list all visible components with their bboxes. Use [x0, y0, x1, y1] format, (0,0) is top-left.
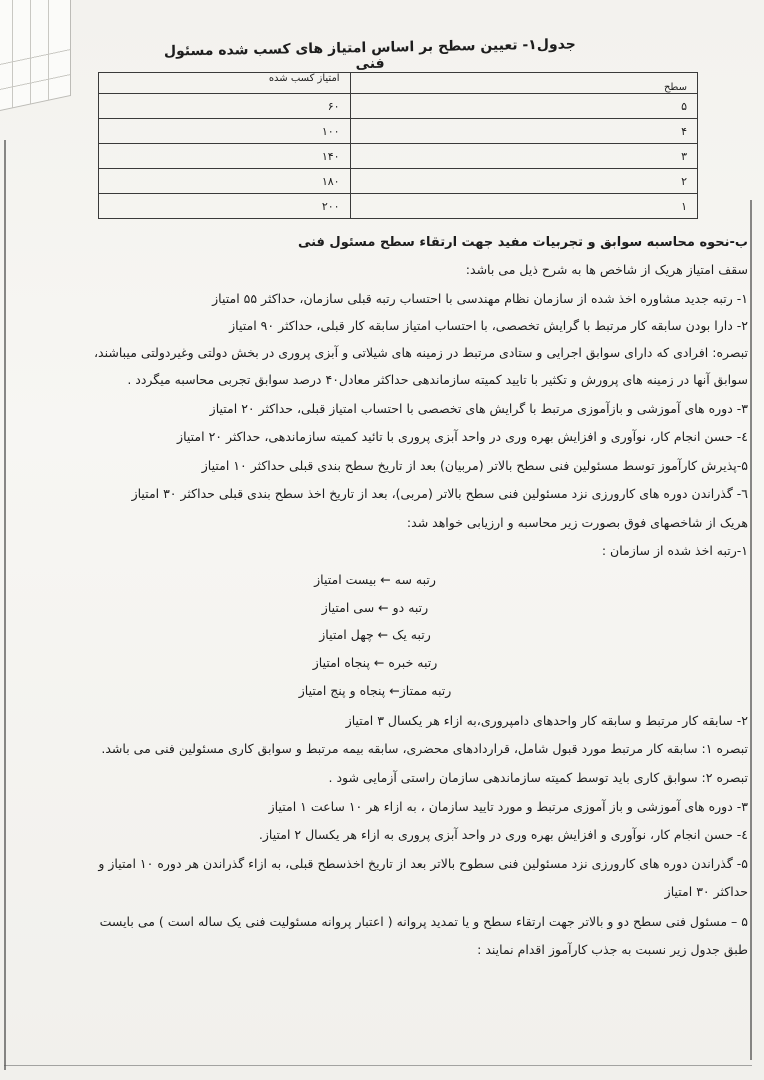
paragraph-line: طبق جدول زیر نسبت به جذب کارآموز اقدام نمایند : — [477, 942, 748, 957]
rank-line: رتبه ممتاز← پنجاه و پنج امتیاز — [298, 683, 452, 698]
table-cell-level: ۴ — [350, 119, 697, 144]
paragraph-line: سوابق آنها در زمینه های پرورش و تکثیر با تایید کمیته سازماندهی حداکثر معادل۴۰ درصد سوابق تجربی محاسبه میگردد . — [127, 372, 748, 387]
paragraph-line: ۵ – مسئول فنی سطح دو و بالاتر جهت ارتقاء سطح و یا تمدید پروانه ( اعتبار پروانه مسئولیت فنی یک ساله است ) می بایست — [99, 914, 748, 929]
rank-line: رتبه یک ← چهل امتیاز — [319, 627, 431, 642]
underlying-sheet-corner — [0, 0, 71, 111]
paragraph-line: ۲- دارا بودن سابقه کار مرتبط با گرایش تخصصی، با احتساب امتیاز سابقه کار قبلی، حداکثر ۹۰ امتیاز — [229, 318, 748, 333]
table-cell-level: ۳ — [350, 144, 697, 169]
paragraph-line: ۵- گذراندن دوره های کارورزی نزد مسئولین فنی سطوح بالاتر بعد از تاریخ اخذسطح قبلی، به ازاء گذراندن هر دوره ۱۰ امتیاز و — [98, 856, 748, 871]
table-cell-level: ۲ — [350, 169, 697, 194]
section-heading: ب-نحوه محاسبه سوابق و تجربیات مفید جهت ارتقاء سطح مسئول فنی — [297, 235, 748, 250]
table-header-points: امتیاز کسب شده — [99, 73, 351, 94]
table-cell-level: ۵ — [350, 94, 697, 119]
rank-line: رتبه سه ← بیست امتیاز — [314, 572, 436, 587]
paragraph-line: ٦- گذراندن دوره های کارورزی نزد مسئولین فنی سطح بالاتر (مربی)، بعد از تاریخ اخذ سطح بندی قبلی حداکثر ۳۰ امتیاز — [131, 486, 748, 501]
table-title: جدول۱- تعیین سطح بر اساس امتیاز های کسب شده مسئول فنی — [163, 36, 576, 73]
paragraph-line: ۱-رتبه اخذ شده از سازمان : — [601, 543, 748, 558]
paragraph-line: تبصره ۲: سوابق کاری باید توسط کمیته سازماندهی سازمان راستی آزمایی شود . — [328, 770, 748, 785]
paragraph-line: ۱- رتبه جدید مشاوره اخذ شده از سازمان نظام مهندسی با احتساب رتبه قبلی سازمان، حداکثر ۵۵ امتیاز — [212, 291, 748, 306]
paragraph-line: تبصره: افرادی که دارای سوابق اجرایی و ستادی مرتبط در زمینه های شیلاتی و آبزی پروری در بخش دولتی وغیردولتی میباشند، — [94, 345, 748, 360]
paragraph-line: ٤- حسن انجام کار، نوآوری و افزایش بهره وری در واحد آبزی پروری به ازاء هر یکسال ۲ امتیاز. — [258, 827, 748, 842]
page-left-border — [4, 140, 6, 1070]
table-cell-points: ۲۰۰ — [99, 194, 351, 219]
table-row — [99, 144, 698, 169]
paragraph-line: حداکثر ۳۰ امتیاز — [664, 884, 748, 899]
table-header-level: سطح — [350, 73, 697, 94]
page-bottom-border — [4, 1065, 752, 1066]
table-cell-points: ۱۴۰ — [99, 144, 351, 169]
table-row — [99, 169, 698, 194]
paragraph-line: سقف امتیاز هریک از شاخص ها به شرح ذیل می باشد: — [465, 262, 748, 277]
table-header-row — [99, 73, 698, 94]
table-row — [99, 119, 698, 144]
paragraph-line: ٤- حسن انجام کار، نوآوری و افزایش بهره وری در واحد آبزی پروری با تائید کمیته سازماندهی، حداکثر ۲۰ امتیاز — [177, 429, 748, 444]
paragraph-line: ۳- دوره های آموزشی و بازآموزی مرتبط با گرایش های تخصصی با احتساب امتیاز قبلی، حداکثر ۲۰ امتیاز — [209, 401, 748, 416]
paragraph-line: ۵-پذیرش کارآموز توسط مسئولین فنی سطح بالاتر (مربیان) بعد از تاریخ سطح بندی قبلی حداکثر ۱۰ امتیاز — [201, 458, 748, 473]
paragraph-line: ۲- سابقه کار مرتبط و سابقه کار واحدهای دامپروری،به ازاء هر یکسال ۳ امتیاز — [345, 713, 748, 728]
table-cell-points: ۶۰ — [99, 94, 351, 119]
table-cell-points: ۱۸۰ — [99, 169, 351, 194]
table-cell-points: ۱۰۰ — [99, 119, 351, 144]
paragraph-line: تبصره ۱: سابقه کار مرتبط مورد قبول شامل، قراردادهای محضری، سابقه بیمه مرتبط و سوابق کاری مسئولین فنی می باشد. — [101, 741, 748, 756]
page-right-border — [750, 200, 752, 1060]
table-cell-level: ۱ — [350, 194, 697, 219]
rank-line: رتبه دو ← سی امتیاز — [321, 600, 429, 615]
paragraph-line: هریک از شاخصهای فوق بصورت زیر محاسبه و ارزیابی خواهد شد: — [406, 515, 748, 530]
rank-line: رتبه خبره ← پنجاه امتیاز — [312, 655, 438, 670]
table-row — [99, 94, 698, 119]
paragraph-line: ۳- دوره های آموزشی و باز آموزی مرتبط و مورد تایید سازمان ، به ازاء هر ۱۰ ساعت ۱ امتیاز — [268, 799, 748, 814]
level-table — [98, 72, 698, 219]
table-row — [99, 194, 698, 219]
